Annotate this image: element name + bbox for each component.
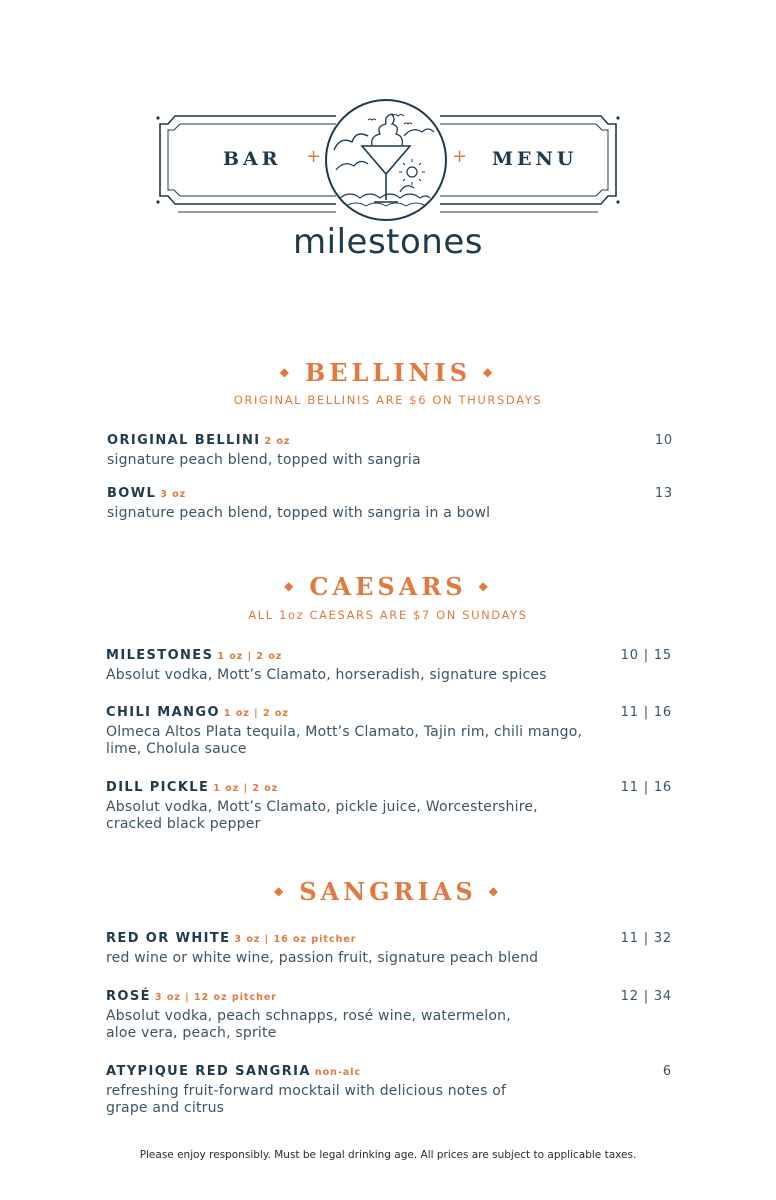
item-price: 11 | 16 xyxy=(620,780,672,795)
item-name: ORIGINAL BELLINI xyxy=(107,433,261,448)
menu-item xyxy=(106,705,672,757)
menu-item xyxy=(106,780,672,832)
item-name: RED OR WHITE xyxy=(106,931,231,946)
item-size: 3 oz xyxy=(160,489,187,500)
item-name-row xyxy=(106,705,672,720)
item-size: 2 oz xyxy=(264,436,291,447)
menu-header xyxy=(0,0,776,300)
item-size: 3 oz | 12 oz pitcher xyxy=(154,992,277,1003)
menu-item xyxy=(107,486,673,522)
section-title-sangrias xyxy=(0,877,776,906)
item-name-row xyxy=(106,989,672,1004)
item-name: DILL PICKLE xyxy=(106,780,210,795)
diamond-icon: ◆ xyxy=(478,578,492,593)
section-subtitle-caesars: ALL 1oz CAESARS ARE $7 ON SUNDAYS xyxy=(248,608,528,622)
menu-item xyxy=(106,648,672,684)
item-size: 1 oz | 2 oz xyxy=(223,708,289,719)
item-name-row xyxy=(106,648,672,663)
item-description: signature peach blend, topped with sangria xyxy=(107,452,421,468)
item-price: 12 | 34 xyxy=(620,989,672,1004)
item-size: 3 oz | 16 oz pitcher xyxy=(234,934,357,945)
diamond-icon: ◆ xyxy=(284,578,298,593)
item-price: 6 xyxy=(662,1064,672,1079)
item-name-row xyxy=(106,780,672,795)
section-title-bellinis xyxy=(0,358,776,387)
menu-item xyxy=(106,989,672,1041)
item-description: Absolut vodka, peach schnapps, rosé wine, watermelon, aloe vera, peach, sprite xyxy=(106,1008,511,1041)
diamond-icon: ◆ xyxy=(274,883,288,898)
item-name-row xyxy=(106,931,672,946)
item-name: CHILI MANGO xyxy=(106,705,220,720)
diamond-icon: ◆ xyxy=(483,364,497,379)
item-size: non-alc xyxy=(314,1067,362,1078)
bar-word: BAR xyxy=(223,148,282,170)
plus-separator-right: + xyxy=(452,146,468,167)
menu-word: MENU xyxy=(492,148,578,170)
item-name-row xyxy=(107,486,673,501)
item-price: 10 xyxy=(654,433,673,448)
item-name: ATYPIQUE RED SANGRIA xyxy=(106,1064,311,1079)
item-description: red wine or white wine, passion fruit, signature peach blend xyxy=(106,950,539,966)
item-description: Absolut vodka, Mott’s Clamato, horseradish, signature spices xyxy=(106,667,547,683)
diamond-icon: ◆ xyxy=(488,883,502,898)
item-price: 11 | 32 xyxy=(620,931,672,946)
diamond-icon: ◆ xyxy=(279,364,293,379)
item-description: Olmeca Altos Plata tequila, Mott’s Clamato, Tajin rim, chili mango, lime, Cholula sauce xyxy=(106,724,583,757)
footer-disclaimer: Please enjoy responsibly. Must be legal drinking age. All prices are subject to applicable taxes. xyxy=(139,1149,637,1161)
menu-item xyxy=(106,1064,672,1116)
item-price: 11 | 16 xyxy=(620,705,672,720)
item-name: ROSÉ xyxy=(106,989,151,1004)
item-price: 10 | 15 xyxy=(620,648,672,663)
item-description: signature peach blend, topped with sangria in a bowl xyxy=(107,505,491,521)
section-subtitle-bellinis: ORIGINAL BELLINIS ARE $6 ON THURSDAYS xyxy=(233,393,543,407)
item-name: MILESTONES xyxy=(106,648,214,663)
item-price: 13 xyxy=(654,486,673,501)
item-description: Absolut vodka, Mott’s Clamato, pickle juice, Worcestershire, cracked black pepper xyxy=(106,799,538,832)
section-title-text: BELLINIS xyxy=(304,358,472,387)
section-title-text: CAESARS xyxy=(309,572,467,601)
item-size: 1 oz | 2 oz xyxy=(217,651,283,662)
menu-item xyxy=(107,433,673,469)
menu-item xyxy=(106,931,672,967)
plus-separator-left: + xyxy=(306,146,322,167)
item-name-row xyxy=(106,1064,672,1079)
section-title-text: SANGRIAS xyxy=(299,877,477,906)
section-title-caesars xyxy=(0,572,776,601)
item-name: BOWL xyxy=(107,486,157,501)
brand-name: milestones xyxy=(293,222,483,262)
item-name-row xyxy=(107,433,673,448)
item-description: refreshing fruit-forward mocktail with delicious notes of grape and citrus xyxy=(106,1083,507,1116)
item-size: 1 oz | 2 oz xyxy=(213,783,279,794)
